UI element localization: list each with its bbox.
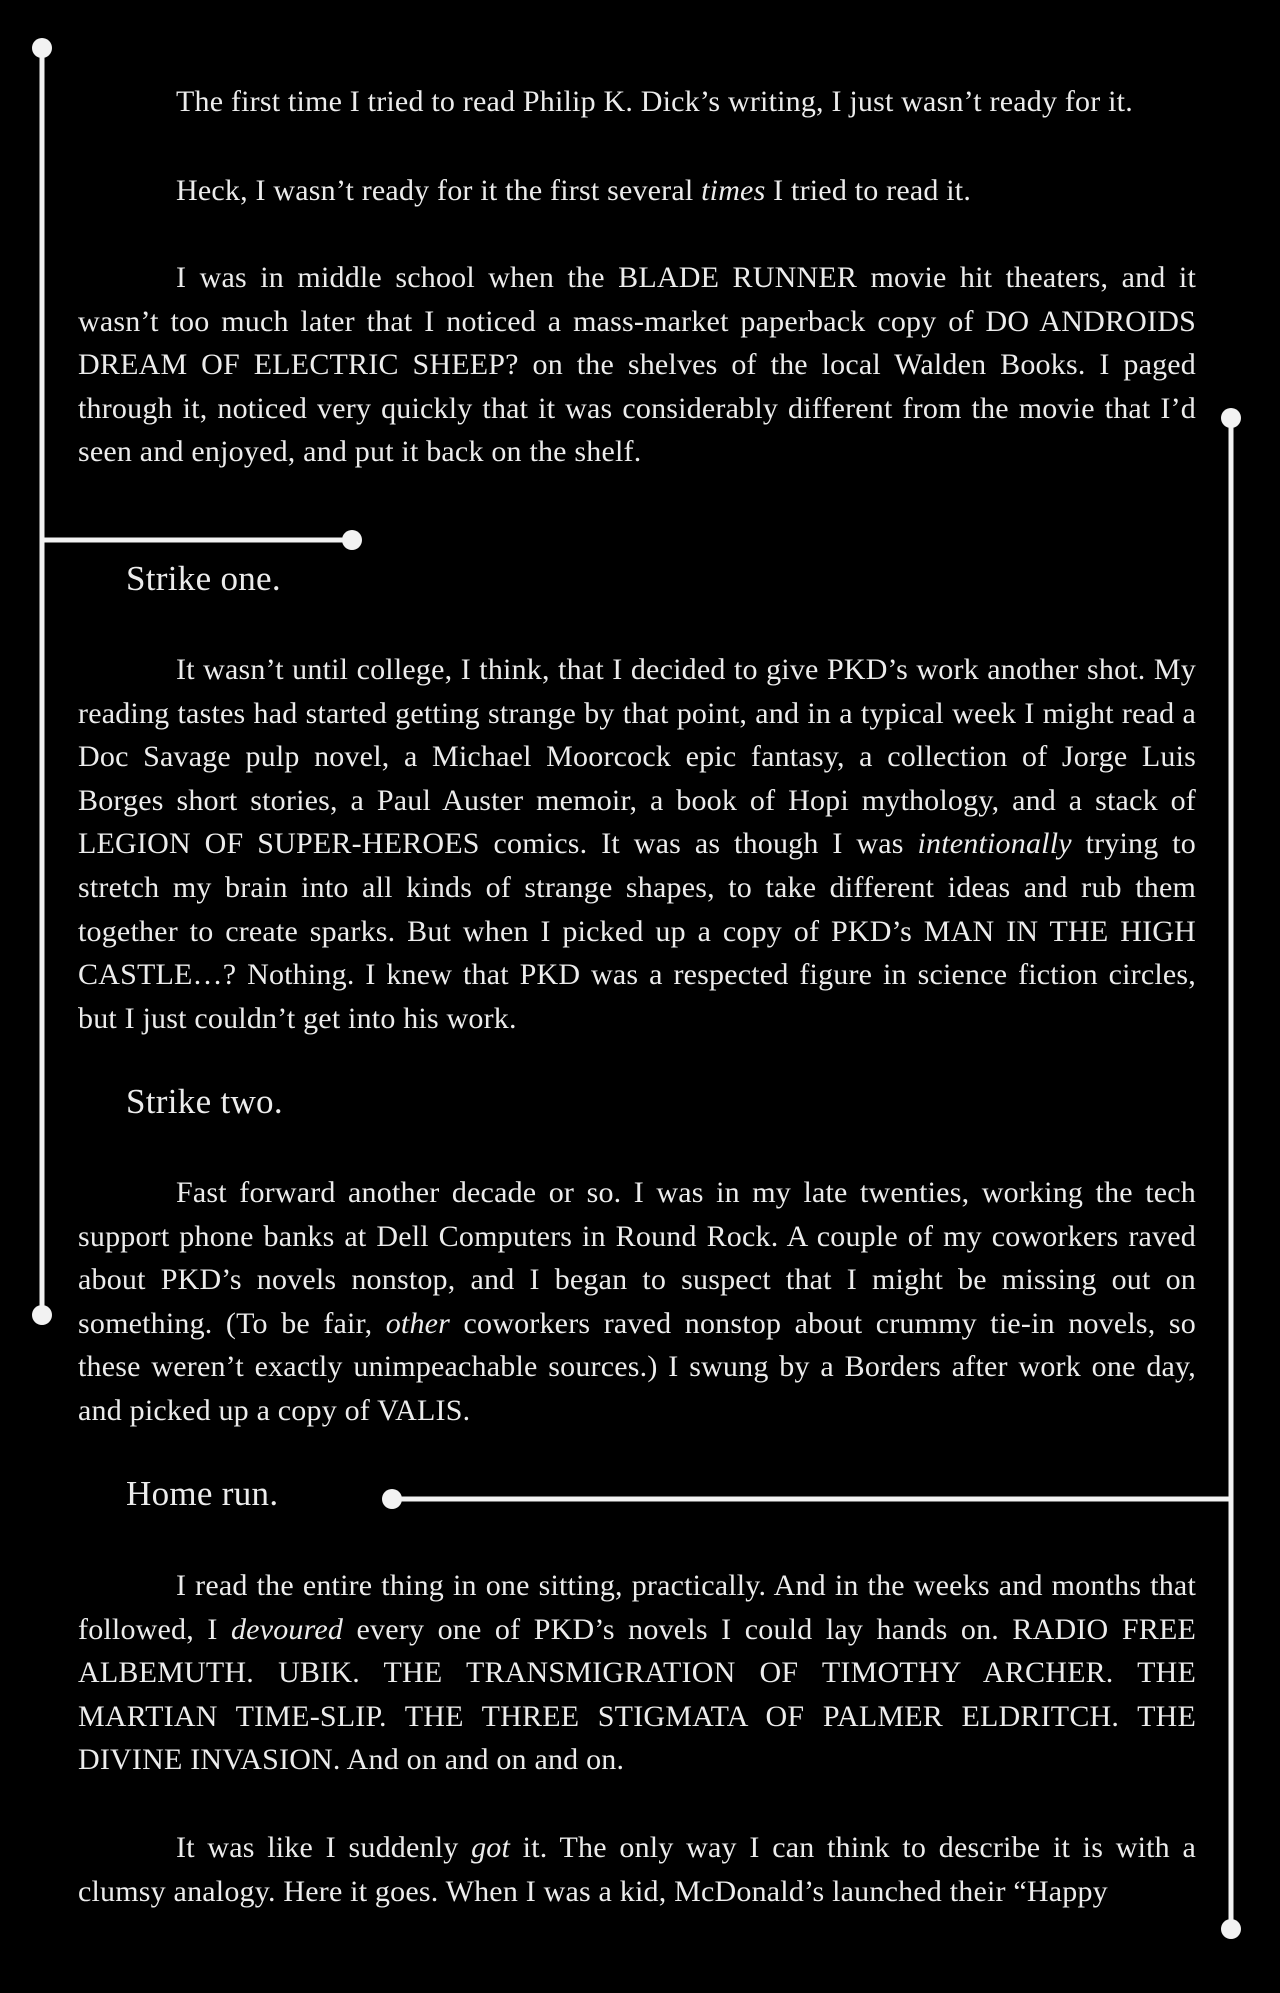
heading-strike-one: Strike one. (126, 559, 281, 598)
right-bottom-node (1221, 1919, 1241, 1939)
paragraph-heck (78, 169, 1196, 213)
right-branch-node (382, 1489, 402, 1509)
p2-before: Heck, I wasn’t ready for it the first several (176, 174, 702, 207)
right-top-node (1221, 408, 1241, 428)
paragraph-first-time: The first time I tried to read Philip K. Dick’s writing, I just wasn’t ready for it. (176, 85, 1133, 118)
paragraph-suddenly-got-it (78, 1826, 1196, 1913)
p5-before: Fast forward another decade or so. I was in my late twenties, working the tech support phone banks at Dell Computers in Round Rock. A couple of my coworkers raved about PKD’s novels nonstop, and I began to suspect that I might be missing out on something. (To be fair, (78, 1176, 1196, 1340)
p7-after: it. The only way I can think to describe it is with a clumsy analogy. Here it goes. When I was a kid, McDonald’s launched their “Happy (78, 1831, 1196, 1908)
left-branch-node (342, 530, 362, 550)
p7-before: It was like I suddenly (176, 1831, 472, 1864)
p2-after: I tried to read it. (765, 174, 972, 207)
left-top-node (32, 38, 52, 58)
p5-emphasis: other (385, 1306, 451, 1340)
paragraph-middle-school: I was in middle school when the BLADE RUNNER movie hit theaters, and it wasn’t too much later that I noticed a mass-market paperback copy of DO ANDROIDS DREAM OF ELECTRIC SHEEP? on the shelves of the local Walden Books. I paged through it, noticed very quickly that it was considerably different from the movie that I’d seen and enjoyed, and put it back on the shelf. (78, 261, 1196, 469)
p4-emphasis: intentionally (917, 827, 1072, 861)
p5-after: coworkers raved nonstop about crummy tie-in novels, so these weren’t exactly unimpeachable sources.) I swung by a Borders after work one day, and picked up a copy of VALIS. (78, 1306, 1196, 1427)
heading-home-run: Home run. (126, 1474, 279, 1513)
p6-after: every one of PKD’s novels I could lay hands on. RADIO FREE ALBEMUTH. UBIK. THE TRANSMIGRATION OF TIMOTHY ARCHER. THE MARTIAN TIME-SLIP. THE THREE STIGMATA OF PALMER ELDRITCH. THE DIVINE INVASION. And on and on and on. (78, 1612, 1196, 1777)
p6-emphasis: devoured (230, 1612, 344, 1646)
p6-before: I read the entire thing in one sitting, practically. And in the weeks and months that followed, I (78, 1569, 1196, 1646)
p4-after: trying to stretch my brain into all kinds of strange shapes, to take different ideas and rub them together to create sparks. But when I picked up a copy of PKD’s MAN IN THE HIGH CASTLE…? Nothing. I knew that PKD was a respected figure in science fiction circles, but I just couldn’t get into his work. (78, 827, 1196, 1035)
heading-strike-two: Strike two. (126, 1082, 283, 1121)
p4-before: It wasn’t until college, I think, that I decided to give PKD’s work another shot. My reading tastes had started getting strange by that point, and in a typical week I might read a Doc Savage pulp novel, a Michael Moorcock epic fantasy, a collection of Jorge Luis Borges short stories, a Paul Auster memoir, a book of Hopi mythology, and a stack of LEGION OF SUPER-HEROES comics. It was as though I was (78, 653, 1196, 861)
paragraph-college (78, 648, 1196, 1040)
paragraph-fast-forward (78, 1171, 1196, 1433)
paragraph-read-entire (78, 1564, 1196, 1782)
p7-emphasis: got (471, 1831, 511, 1864)
p2-emphasis: times (701, 174, 766, 207)
left-bottom-node (32, 1305, 52, 1325)
